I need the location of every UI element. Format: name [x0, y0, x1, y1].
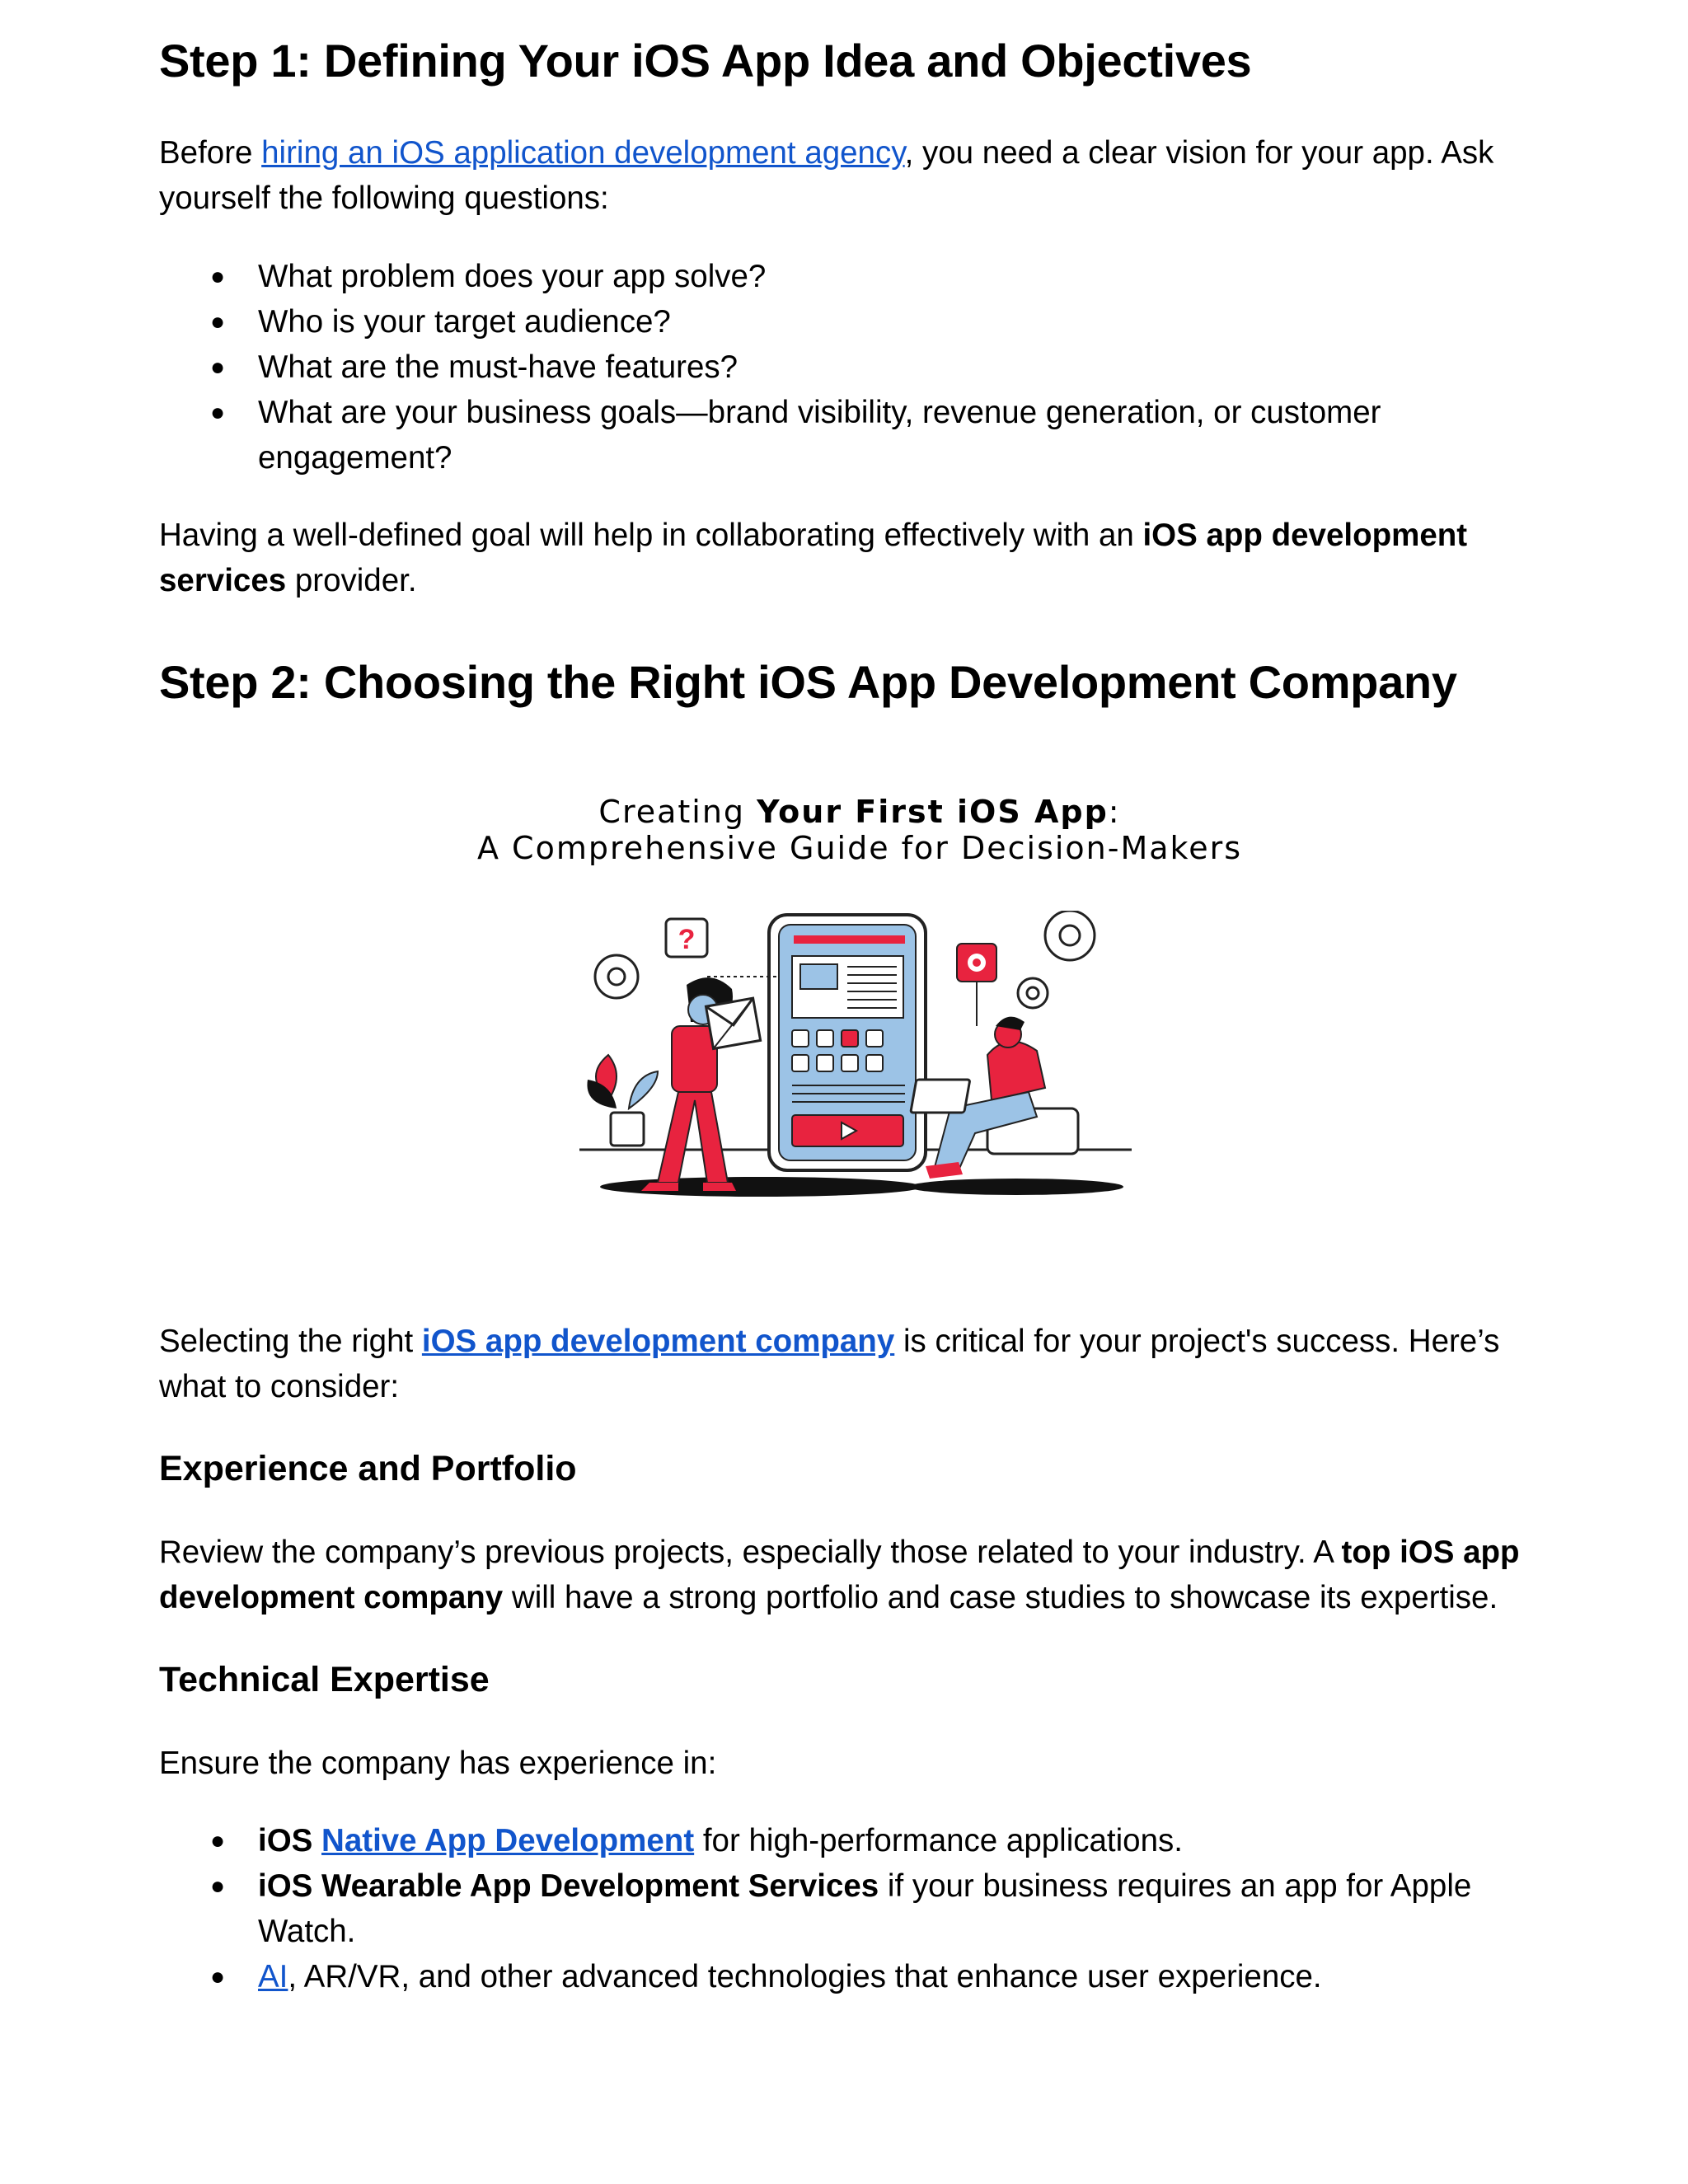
settings-badge-icon: [957, 944, 996, 1026]
experience-text-after: will have a strong portfolio and case studies to showcase its expertise.: [503, 1580, 1498, 1615]
man-with-laptop-icon: [911, 1017, 1078, 1179]
list-item-text: if your business requires an app for Apple Watch.: [258, 1868, 1472, 1949]
plant-icon: [587, 1055, 658, 1146]
list-item-text: Who is your target audience?: [258, 304, 671, 340]
svg-text:?: ?: [678, 924, 696, 955]
guide-illustration: [159, 783, 1560, 1220]
experience-text-part: Review the company’s previous projects, especially those related to your industry. A: [159, 1535, 1342, 1570]
bullet-icon: ●: [210, 1827, 226, 1854]
experience-heading: Experience and Portfolio: [159, 1449, 577, 1488]
list-item: [159, 344, 1560, 390]
step1-closing-text-after: provider.: [286, 563, 417, 598]
ground-shadow: [909, 1179, 1123, 1195]
list-item: [159, 390, 1560, 480]
step1-intro: [159, 130, 1560, 221]
technical-intro: Ensure the company has experience in:: [159, 1746, 717, 1781]
step2-intro: [159, 1319, 1560, 1409]
list-item: [159, 1954, 1560, 1999]
list-item-text: What are the must-have features?: [258, 349, 738, 385]
bullet-icon: ●: [210, 354, 226, 381]
list-item: [159, 254, 1560, 299]
list-item: [159, 299, 1560, 344]
agency-link[interactable]: hiring an iOS application development agency: [261, 135, 905, 171]
bullet-icon: ●: [210, 263, 226, 290]
figure-title: [159, 793, 1560, 831]
technical-heading: Technical Expertise: [159, 1660, 490, 1699]
step1-closing-bold: iOS app development services: [159, 518, 1468, 598]
step2-heading: Step 2: Choosing the Right iOS App Development Company: [159, 656, 1457, 708]
woman-figure-icon: [641, 977, 761, 1191]
list-item-text: , AR/VR, and other advanced technologies that enhance user experience.: [288, 1959, 1322, 1994]
bullet-icon: ●: [210, 308, 226, 335]
question-bubble-icon: [666, 919, 707, 957]
question-list: [159, 254, 1560, 480]
figure-title-bold: Your First iOS App: [757, 794, 1109, 830]
experience-text-bold: top iOS app development company: [159, 1535, 1520, 1615]
step2-intro-text-after: is critical for your project's success. Here’s what to consider:: [159, 1324, 1500, 1404]
list-item-bold: iOS Wearable App Development Services: [258, 1868, 879, 1904]
list-item-bold: iOS: [258, 1823, 322, 1858]
phone-icon: [769, 915, 926, 1170]
step1-closing-text: Having a well-defined goal will help in collaborating effectively with an: [159, 518, 1143, 553]
experience-text: [159, 1530, 1560, 1620]
step1-intro-text-after: , you need a clear vision for your app. Ask yourself the following questions:: [159, 135, 1494, 216]
figure-subtitle: A Comprehensive Guide for Decision-Makers: [476, 830, 1243, 866]
step1-heading: Step 1: Defining Your iOS App Idea and Objectives: [159, 35, 1252, 87]
figure-title-prefix: Creating: [598, 794, 757, 830]
technical-list: [159, 1818, 1560, 1999]
native-app-link[interactable]: Native App Development: [321, 1823, 695, 1858]
list-item-text: for high-performance applications.: [694, 1823, 1183, 1858]
step1-intro-text: Before: [159, 135, 262, 171]
bullet-icon: ●: [210, 1872, 226, 1900]
list-item-text: What are your business goals—brand visibility, revenue generation, or customer engagement?: [258, 395, 1381, 476]
ios-company-link[interactable]: iOS app development company: [421, 1324, 895, 1359]
gear-icon: [595, 955, 638, 998]
figure-title-suffix: :: [1108, 794, 1121, 830]
step1-closing: [159, 513, 1560, 603]
bullet-icon: ●: [210, 399, 226, 426]
gear-icon: [1045, 911, 1095, 960]
gear-icon: [1018, 978, 1048, 1008]
ai-link[interactable]: AI: [258, 1959, 288, 1994]
list-item: [159, 1818, 1560, 1863]
bullet-icon: ●: [210, 1963, 226, 1990]
step2-intro-text: Selecting the right: [159, 1324, 422, 1359]
list-item: [159, 1863, 1560, 1954]
list-item-text: What problem does your app solve?: [258, 259, 767, 294]
illustration-art: [571, 911, 1148, 1220]
